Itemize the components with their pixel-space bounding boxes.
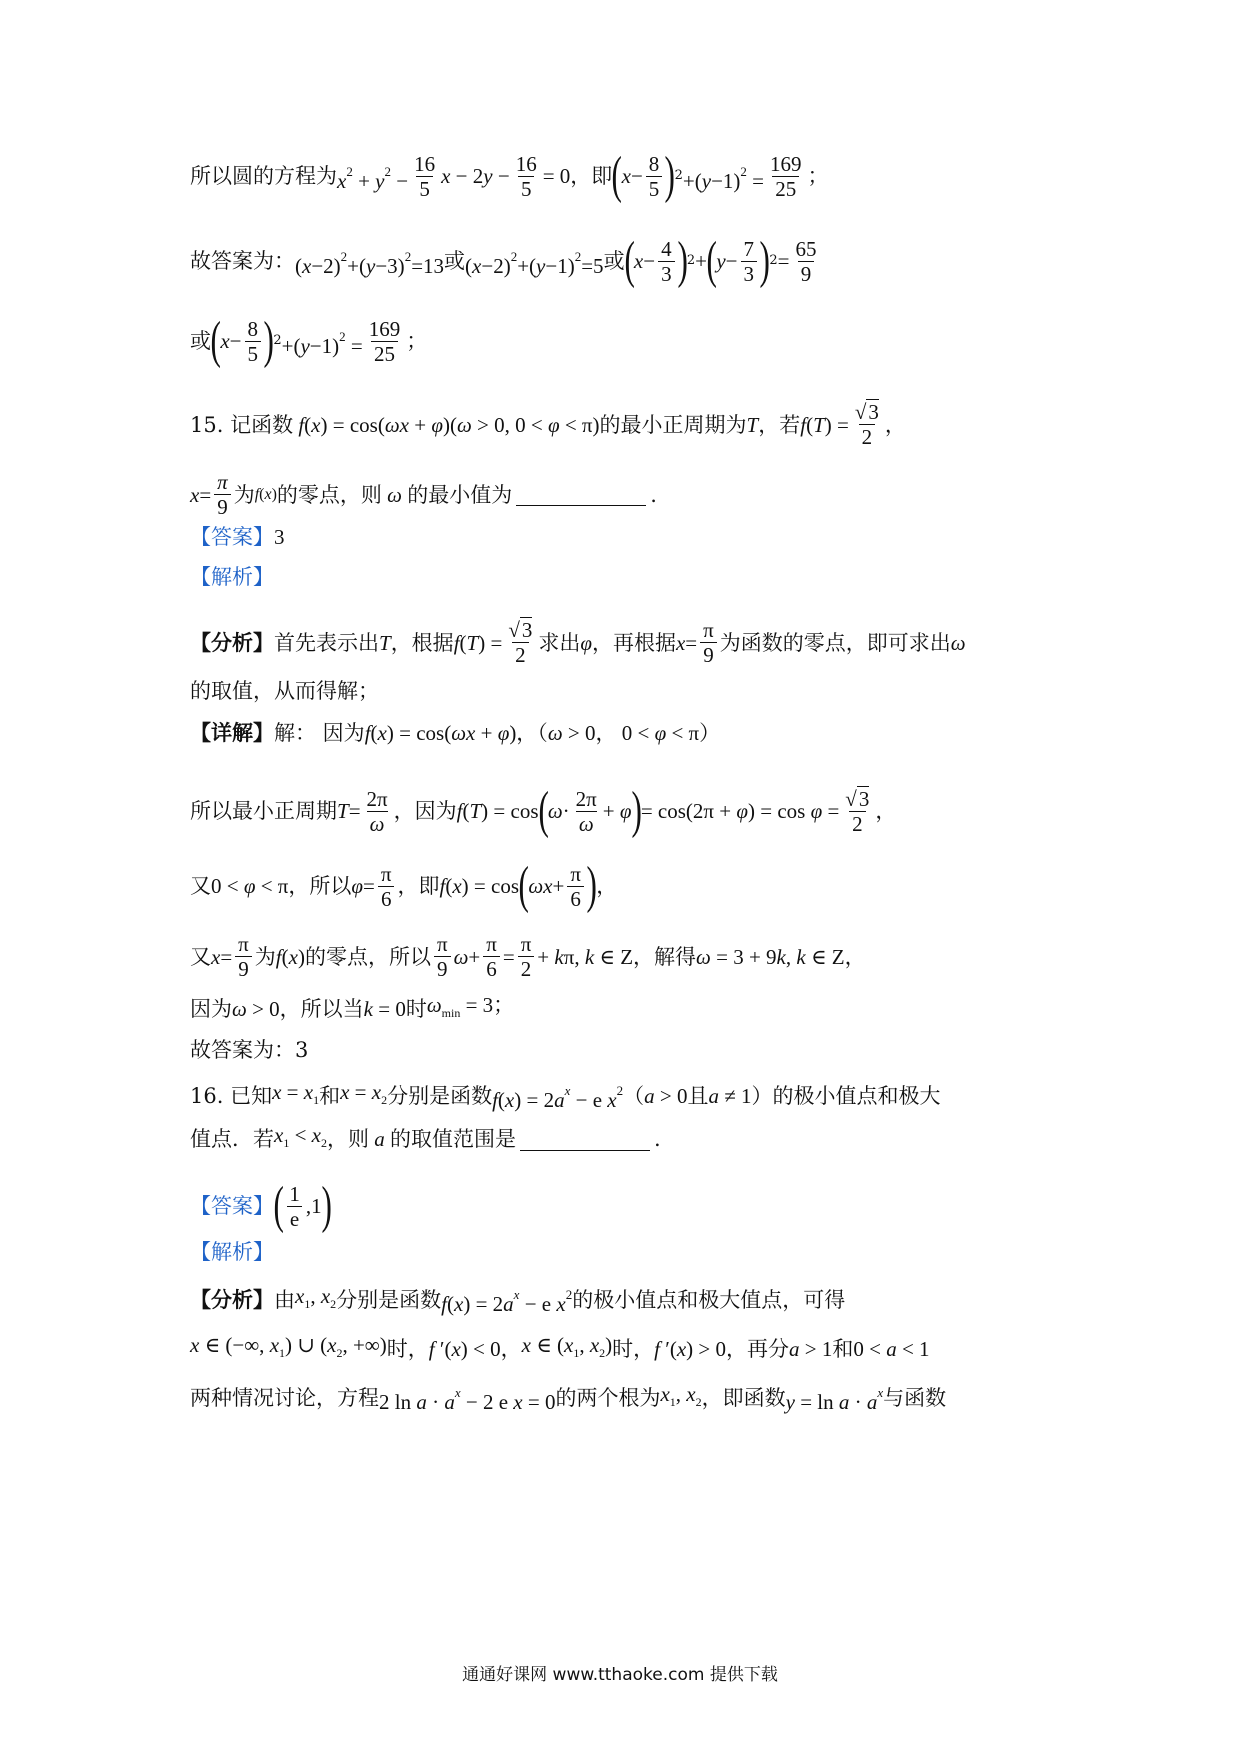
- text: ，再分: [726, 1337, 789, 1361]
- text: 的取值范围是: [390, 1127, 516, 1151]
- question-15-cont: x = $\frac{\pi}{9}$ 为 f(x) 的零点，则 ω 的最小值为 .: [190, 470, 657, 519]
- text: 与函数: [883, 1385, 947, 1410]
- text: 的最小值为: [407, 482, 513, 507]
- text: 所以圆的方程为: [190, 164, 337, 188]
- text: ，再根据: [591, 630, 676, 655]
- text: 的零点，则: [276, 482, 382, 507]
- answer-line-1: 故答案为： $(x-2)^2+(y-3)^2=13$ 或 $(x-2)^2+(y-1)^2=5$ 或 ( x − $\frac{4}{3}$ ) 2 + ( y − $\frac{7}{3}$ ) 2 = $\frac{65}{9}$: [190, 232, 817, 289]
- text: 的极小值点和极大值点，可得: [572, 1287, 846, 1312]
- fenxi-16-cont-1: x ∈ (−∞, $x_1$) ∪ ($x_2$, +∞) 时， f ′(x) < 0 ， x ∈ ($x_1$, $x_2$) 时， f ′(x) > 0 ，再分 a > 1 和 0 < a < 1: [190, 1330, 1070, 1368]
- text: 又: [190, 944, 211, 969]
- text: 由: [274, 1287, 295, 1312]
- text: 因为: [190, 997, 232, 1021]
- text: ，所以当: [279, 997, 364, 1021]
- text: 故答案为：3: [190, 1038, 309, 1062]
- text: 或: [190, 329, 211, 353]
- detail-tag: 【详解】: [190, 720, 274, 745]
- text: ，即: [397, 874, 440, 898]
- answer-blank: [516, 483, 646, 506]
- fenxi-tag: 【分析】: [190, 1286, 274, 1312]
- analysis-tag: 【解析】: [190, 1240, 274, 1264]
- text: 分别是函数: [387, 1083, 493, 1108]
- text: 时，: [386, 1337, 429, 1361]
- answer-tag: 【答案】: [190, 1194, 274, 1218]
- text: 16. 已知: [190, 1083, 273, 1108]
- text: 为: [254, 944, 276, 969]
- text: 为函数的零点，即可求出: [719, 630, 951, 655]
- text: ，即函数: [701, 1385, 786, 1410]
- fenxi-15-cont: [190, 676, 1070, 706]
- text: 和: [832, 1337, 854, 1361]
- text: 或: [603, 249, 625, 273]
- text: ，则: [327, 1127, 369, 1151]
- fenxi-16: 【分析】 由 $x_1$, $x_2$ 分别是函数 $f(x) = 2a^x - e$ $x^2$ 的极小值点和极大值点，可得: [190, 1283, 846, 1316]
- fenxi-15: 【分析】 首先表示出 T ，根据 f(T) = $\frac{√3}{2}$ 求出 φ ，再根据 x = $\frac{\pi}{9}$ 为函数的零点，即可求出 ω: [190, 618, 966, 667]
- text: 和: [319, 1083, 341, 1108]
- text: 的两个根为: [555, 1385, 661, 1410]
- fenxi-tag: 【分析】: [190, 629, 274, 655]
- text: ，所以: [288, 874, 352, 898]
- text: ，若: [758, 412, 801, 437]
- fenxi-16-cont-2: 两种情况讨论，方程 2 $\ln a \cdot a^x - 2$ e x = 0 的两个根为 $x_1$, $x_2$ ，即函数 $y = \ln a \cdot a^x$ 与函数: [190, 1381, 947, 1414]
- circle-equation-line: 所以圆的方程为 $x^2 + y^2$ − $\frac{16}{5}$ x − 2y − $\frac{16}{5}$ = 0 ，即 ( x − $\frac{8}{5}$ ) 2 $+(y-1)^2$ = $\frac{169}{25}$ ；: [190, 147, 829, 204]
- text: 时，: [612, 1337, 655, 1361]
- text: 又: [190, 874, 211, 898]
- text: ，即: [570, 164, 613, 188]
- final-answer-15: [190, 1035, 1070, 1065]
- answer-16: 【答案】 ( $\frac{1}{e}$ ,1 ): [190, 1177, 332, 1234]
- detail-15-line-3: 又 0 < φ < π ，所以 φ = $\frac{\pi}{6}$ ，即 f(x) = cos ( ωx + $\frac{\pi}{6}$ ) ，: [190, 857, 618, 914]
- analysis-16: [190, 1237, 1070, 1267]
- detail-15-line-5: 因为 ω > 0 ，所以当 k = 0 时 $\omega_{min} = 3$；: [190, 990, 1070, 1028]
- detail-15-line-4: 又 x = $\frac{\pi}{9}$ 为 f(x) 的零点，所以 $\frac{\pi}{9}$ ω + $\frac{\pi}{6}$ = $\frac{\pi}{2}$ + kπ, k ∈ Z ，解得 ω = 3 + 9k, k ∈ Z，: [190, 932, 866, 981]
- answer-value: 3: [274, 525, 285, 549]
- text: ）的极小值点和极大: [751, 1083, 941, 1108]
- text: 为: [233, 482, 255, 507]
- text: 且: [687, 1083, 709, 1108]
- question-16-cont: 值点．若 $x_1 < x_2$ ，则 a 的取值范围是 .: [190, 1120, 1070, 1158]
- text: 求出: [538, 630, 581, 655]
- text: 的取值，从而得解；: [190, 679, 379, 703]
- page-footer: 通通好课网 www.tthaoke.com 提供下载: [462, 1665, 778, 1685]
- text: 的最小正周期为: [599, 412, 747, 437]
- text: 两种情况讨论，方程: [190, 1385, 379, 1410]
- text: 分别是函数: [336, 1287, 442, 1312]
- text: 故答案为：: [190, 249, 295, 273]
- text: ，根据: [390, 630, 454, 655]
- answer-15: [190, 522, 1070, 552]
- text: 的零点，所以: [304, 944, 431, 969]
- text: ，解得: [633, 944, 697, 969]
- question-16: 16. 已知 $x = x_1$ 和 $x = x_2$ 分别是函数 $f(x) = 2a^x - e$ $x^2$ （ a > 0 且 a ≠ 1 ）的极小值点和极大: [190, 1079, 941, 1112]
- analysis-tag: 【解析】: [190, 565, 274, 589]
- answer-line-2: 或 ( x − $\frac{8}{5}$ ) 2 $+(y-1)^2$ = $\frac{169}{25}$ ；: [190, 312, 428, 369]
- analysis-15: [190, 562, 1070, 592]
- text: ，因为: [393, 799, 457, 823]
- answer-tag: 【答案】: [190, 525, 274, 549]
- text: 15. 记函数: [190, 412, 294, 437]
- text: 所以最小正周期: [190, 799, 337, 823]
- text: 首先表示出: [274, 630, 379, 655]
- text: （: [623, 1083, 645, 1108]
- question-15: 15. 记函数 f(x) = cos(ωx + φ)(ω > 0, 0 < φ < π) 的最小正周期为 T ，若 f(T) = $\frac{√3}{2}$ ，: [190, 400, 906, 449]
- text: 时: [405, 997, 427, 1021]
- detail-15-line-2: 所以最小正周期 T = $\frac{2\pi}{\omega}$ ，因为 f(T) = cos ( ω · $\frac{2\pi}{\omega}$ + φ ) = cos(2π + φ) = cos φ = $\frac{√3}{2}$ ，: [190, 782, 897, 839]
- text: 或: [444, 249, 466, 273]
- detail-15-line-1: 【详解】 解： 因为 f(x) = cos(ωx + φ)，（ω > 0， 0 < φ < π）: [190, 718, 1070, 748]
- answer-blank: [520, 1128, 650, 1151]
- text: 值点．若: [190, 1127, 274, 1151]
- text: 解： 因为: [274, 721, 365, 745]
